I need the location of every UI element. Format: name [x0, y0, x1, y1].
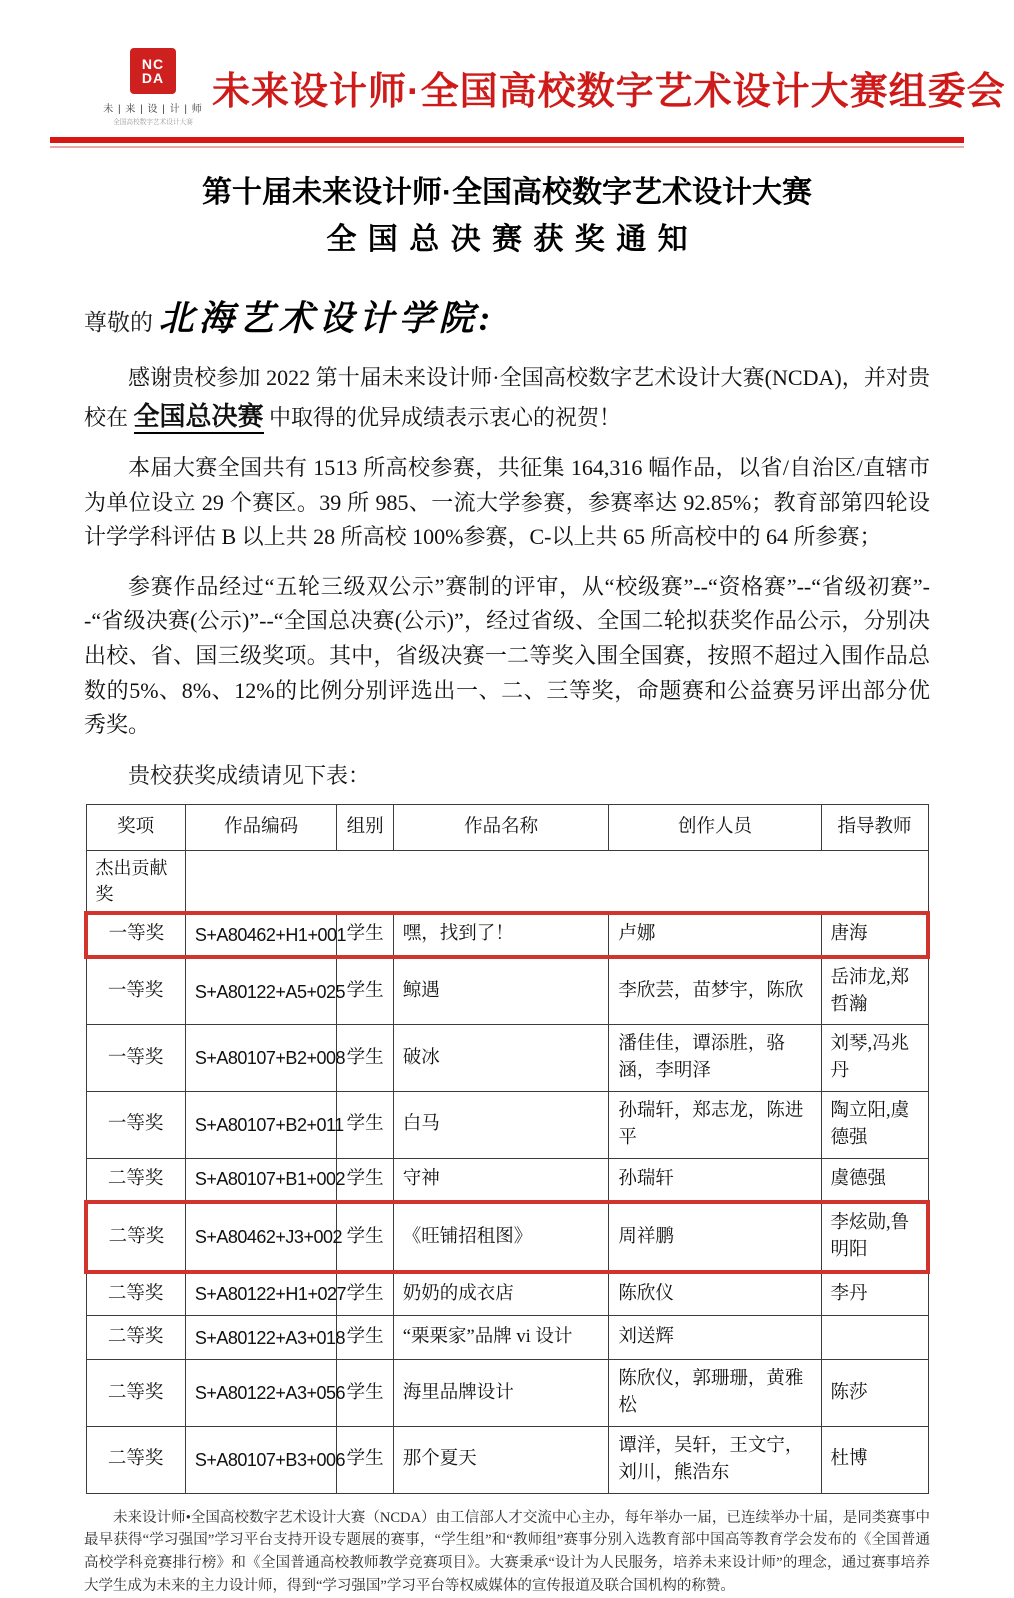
code-cell: S+A80462+J3+002	[185, 1202, 337, 1272]
award-cell: 二等奖	[86, 1426, 185, 1493]
logo-name-text: 未 | 来 | 设 | 计 | 师	[103, 104, 203, 115]
award-cell: 一等奖	[86, 913, 185, 957]
table-row	[86, 1272, 928, 1316]
ncda-logo	[94, 48, 212, 127]
header-title: 作品名称	[393, 804, 609, 850]
table-row	[86, 913, 928, 957]
code-cell: S+A80462+H1+001	[185, 913, 337, 957]
table-row-special-award	[86, 850, 928, 913]
logo-monogram-top: NC	[141, 56, 165, 72]
code-cell: S+A80107+B1+002	[185, 1158, 337, 1202]
group-cell: 学生	[337, 1360, 393, 1427]
code-cell: S+A80107+B2+008	[185, 1025, 337, 1092]
group-cell: 学生	[337, 957, 393, 1025]
group-cell: 学生	[337, 1316, 393, 1360]
award-cell: 二等奖	[86, 1202, 185, 1272]
title-cell: 海里品牌设计	[393, 1360, 609, 1427]
salutation-colon: :	[478, 299, 496, 338]
p1-highlight-finals: 全国总决赛	[134, 401, 264, 434]
special-award-label: 杰出贡献奖	[86, 850, 185, 913]
creators-cell: 周祥鹏	[609, 1202, 821, 1272]
header-teachers: 指导教师	[821, 804, 928, 850]
p1-text-before: 感谢贵校参加 2022 第十届未来设计师·全国高校数字艺术设计大赛(NCDA)，并对贵校在	[84, 365, 930, 430]
title-cell: “栗栗家”品牌 vi 设计	[393, 1316, 609, 1360]
teachers-cell	[821, 1316, 928, 1360]
table-row	[86, 1202, 928, 1272]
award-cell: 二等奖	[86, 1158, 185, 1202]
special-award-empty-cell	[185, 850, 928, 913]
title-cell: 鲸遇	[393, 957, 609, 1025]
header-creators: 创作人员	[609, 804, 821, 850]
teachers-cell: 虞德强	[821, 1158, 928, 1202]
document-title-line1: 第十届未来设计师·全国高校数字艺术设计大赛	[202, 176, 812, 209]
paragraph-review-process: 参赛作品经过“五轮三级双公示”赛制的评审，从“校级赛”--“资格赛”--“省级初赛”--“省级决赛(公示)”--“全国总决赛(公示)”，经过省级、全国二轮拟获奖作品公示，分别决出校、省、国三级奖项。其中，省级决赛一二等奖入围全国赛，按照不超过入围作品总数的5%、8%、12%的比例分别评选出一、二、三等奖，命题赛和公益赛另评出部分优秀奖。	[84, 573, 930, 738]
teachers-cell: 李丹	[821, 1272, 928, 1316]
teachers-cell: 李炫勋,鲁明阳	[821, 1202, 928, 1272]
award-cell: 一等奖	[86, 1092, 185, 1159]
teachers-cell: 陶立阳,虞德强	[821, 1092, 928, 1159]
letterhead	[42, 30, 1006, 127]
group-cell: 学生	[337, 1426, 393, 1493]
salutation	[84, 291, 930, 341]
code-cell: S+A80122+A3+056	[185, 1360, 337, 1427]
table-row	[86, 1158, 928, 1202]
divider-thin-line	[50, 146, 964, 148]
creators-cell: 卢娜	[609, 913, 821, 957]
group-cell: 学生	[337, 1158, 393, 1202]
table-row	[86, 1316, 928, 1360]
group-cell: 学生	[337, 1272, 393, 1316]
paragraph-congratulations	[84, 361, 930, 436]
paragraph-statistics: 本届大赛全国共有 1513 所高校参赛，共征集 164,316 幅作品，以省/自治区/直辖市为单位设立 29 个赛区。39 所 985、一流大学参赛，参赛率达 92.85%；教育部第四轮设计学学科评估 B 以上共 28 所高校 100%参赛，C-以上共 65 所高校中的 64 所参赛；	[84, 455, 930, 550]
table-row	[86, 1426, 928, 1493]
code-cell: S+A80107+B3+006	[185, 1426, 337, 1493]
creators-cell: 孙瑞轩，郑志龙，陈进平	[609, 1092, 821, 1159]
teachers-cell: 岳沛龙,郑哲瀚	[821, 957, 928, 1025]
organization-title: 未来设计师·全国高校数字艺术设计大赛组委会	[212, 71, 1006, 113]
letterhead-divider	[50, 137, 964, 148]
header-award: 奖项	[86, 804, 185, 850]
logo-monogram-bottom: DA	[141, 70, 165, 86]
title-cell: 白马	[393, 1092, 609, 1159]
table-header-row	[86, 804, 928, 850]
table-row	[86, 1025, 928, 1092]
creators-cell: 潘佳佳，谭添胜，骆涵，李明泽	[609, 1025, 821, 1092]
p1-text-after: 中取得的优异成绩表示衷心的祝贺！	[269, 404, 622, 430]
group-cell: 学生	[337, 913, 393, 957]
logo-subtitle-text: 全国高校数字艺术设计大赛	[113, 119, 193, 126]
school-name: 北海艺术设计学院	[158, 299, 479, 338]
ncda-logo-icon	[130, 48, 176, 94]
teachers-cell: 唐海	[821, 913, 928, 957]
creators-cell: 谭洋，吴轩，王文宁，刘川，熊浩东	[609, 1426, 821, 1493]
footer-note: 未来设计师•全国高校数字艺术设计大赛（NCDA）由工信部人才交流中心主办，每年举办一届，已连续举办十届，是同类赛事中最早获得“学习强国”学习平台支持开设专题展的赛事，“学生组”和“教师组”赛事分别入选教育部中国高等教育学会发布的《全国普通高校学科竞赛排行榜》和《全国普通高校教师教学竞赛项目》。大赛秉承“设计为人民服务，培养未来设计师”的理念，通过赛事培养大学生成为未来的主力设计师，得到“学习强国”学习平台等权威媒体的宣传报道及联合国机构的称赞。	[84, 1509, 930, 1595]
title-cell: 那个夏天	[393, 1426, 609, 1493]
table-row	[86, 1360, 928, 1427]
title-cell: 守神	[393, 1158, 609, 1202]
table-row	[86, 957, 928, 1025]
creators-cell: 陈欣仪，郭珊珊，黄雅松	[609, 1360, 821, 1427]
awards-table	[84, 804, 930, 1494]
creators-cell: 刘送辉	[609, 1316, 821, 1360]
title-cell: 《旺铺招租图》	[393, 1202, 609, 1272]
teachers-cell: 刘琴,冯兆丹	[821, 1025, 928, 1092]
group-cell: 学生	[337, 1202, 393, 1272]
award-cell: 二等奖	[86, 1360, 185, 1427]
code-cell: S+A80122+H1+027	[185, 1272, 337, 1316]
code-cell: S+A80122+A3+018	[185, 1316, 337, 1360]
award-cell: 一等奖	[86, 1025, 185, 1092]
award-cell: 二等奖	[86, 1272, 185, 1316]
group-cell: 学生	[337, 1025, 393, 1092]
teachers-cell: 陈莎	[821, 1360, 928, 1427]
award-cell: 二等奖	[86, 1316, 185, 1360]
header-group: 组别	[337, 804, 393, 850]
title-cell: 嘿，找到了！	[393, 913, 609, 957]
header-code: 作品编码	[185, 804, 337, 850]
award-cell: 一等奖	[86, 957, 185, 1025]
code-cell: S+A80107+B2+011	[185, 1092, 337, 1159]
title-cell: 破冰	[393, 1025, 609, 1092]
teachers-cell: 杜博	[821, 1426, 928, 1493]
table-intro-text: 贵校获奖成绩请见下表：	[128, 762, 371, 788]
creators-cell: 李欣芸，苗梦宇，陈欣	[609, 957, 821, 1025]
code-cell: S+A80122+A5+025	[185, 957, 337, 1025]
document-title-line2: 全国总决赛获奖通知	[326, 222, 699, 256]
creators-cell: 陈欣仪	[609, 1272, 821, 1316]
divider-thick-line	[50, 137, 964, 143]
table-row	[86, 1092, 928, 1159]
title-cell: 奶奶的成衣店	[393, 1272, 609, 1316]
document-title	[84, 170, 930, 263]
group-cell: 学生	[337, 1092, 393, 1159]
salutation-prefix: 尊敬的	[84, 310, 153, 335]
creators-cell: 孙瑞轩	[609, 1158, 821, 1202]
